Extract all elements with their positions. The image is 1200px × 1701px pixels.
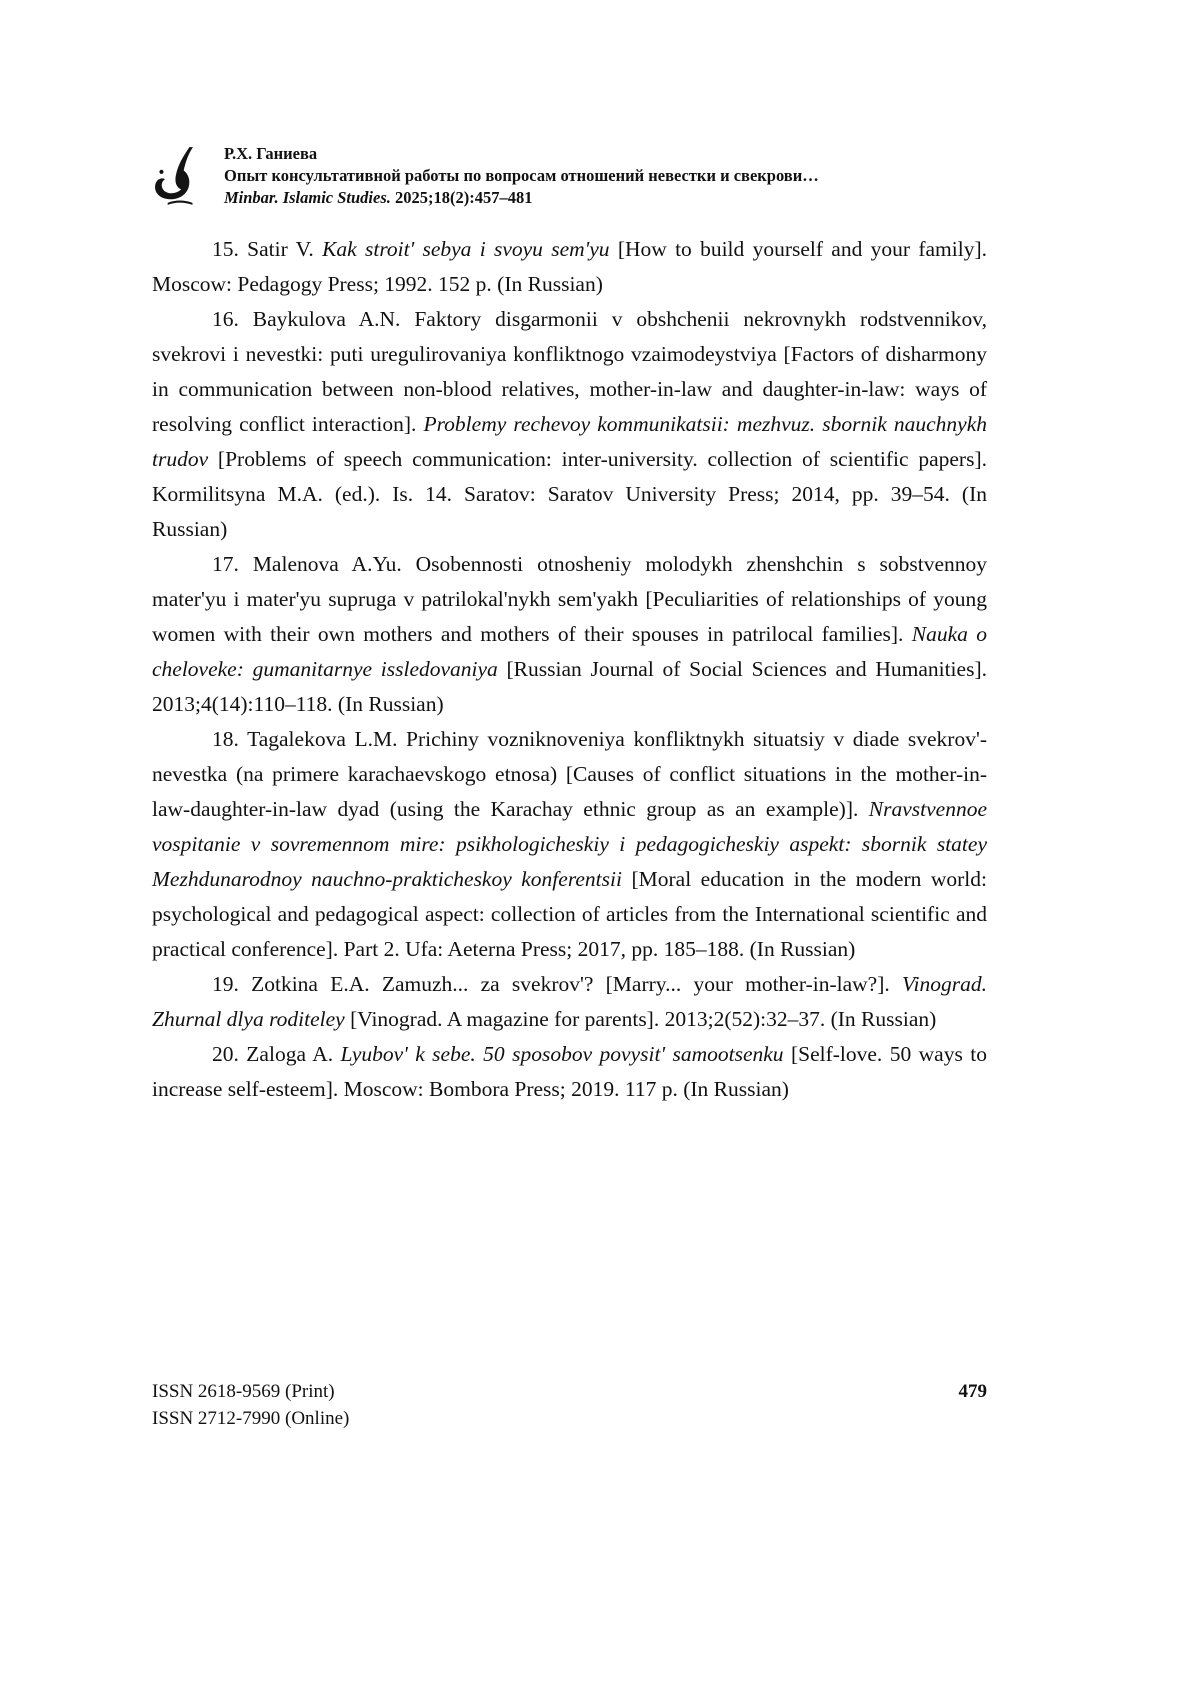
reference-text: [Self-love. 50 ways to increase self-esteem]. Moscow: Bombora Press; 2019. 117 p. (In Russian) <box>152 1042 987 1101</box>
reference-title-italic: Nauka o cheloveke: gumanitarnye issledovaniya <box>152 622 987 681</box>
reference-item <box>152 232 987 302</box>
references-section <box>152 232 987 1107</box>
reference-item <box>152 1037 987 1107</box>
reference-text: 18. Tagalekova L.M. Prichiny vozniknoveniya konfliktnykh situatsiy v diade svekrov'-nevestka (na primere karachaevskogo etnosa) [Causes of conflict situations in the mother-in-law-daughter-in-law dyad (using the Karachay ethnic group as an example)]. <box>152 727 987 821</box>
reference-item <box>152 302 987 547</box>
journal-citation <box>224 187 819 209</box>
journal-name: Minbar. Islamic Studies. <box>224 188 391 207</box>
reference-text: 16. Baykulova A.N. Faktory disgarmonii v obshchenii nekrovnykh rodstvennikov, svekrovi i nevestki: puti uregulirovaniya konfliktnogo vzaimodeystviya [Factors of disharmony in communication between non-blood relatives, mother-in-law and daughter-in-law: ways of resolving conflict interaction]. <box>152 307 987 436</box>
reference-item <box>152 547 987 722</box>
reference-text: 19. Zotkina E.A. Zamuzh... za svekrov'? [Marry... your mother-in-law?]. <box>212 972 902 996</box>
reference-text: 17. Malenova A.Yu. Osobennosti otnosheniy molodykh zhenshchin s sobstvennoy mater'yu i mater'yu supruga v patrilokal'nykh sem'yakh [Peculiarities of relationships of young women with their own mothers and mothers of their spouses in patrilocal families]. <box>152 552 987 646</box>
reference-title-italic: Nravstvennoe vospitanie v sovremennom mire: psikhologicheskiy i pedagogicheskiy aspekt: sbornik statey Mezhdunarodnoy nauchno-prakticheskoy konferentsii <box>152 797 987 891</box>
issn-block <box>152 1378 349 1432</box>
reference-title-italic: Vinograd. Zhurnal dlya roditeley <box>152 972 987 1031</box>
reference-title-italic: Problemy rechevoy kommunikatsii: mezhvuz. sbornik nauchnykh trudov <box>152 412 987 471</box>
reference-item <box>152 722 987 967</box>
reference-text: [Problems of speech communication: inter-university. collection of scientific papers]. Kormilitsyna M.A. (ed.). Is. 14. Saratov: Saratov University Press; 2014, pp. 39–54. (In Russian) <box>152 447 987 541</box>
reference-item <box>152 967 987 1037</box>
journal-issue: 2025;18(2):457–481 <box>390 188 533 207</box>
issn-print: ISSN 2618-9569 (Print) <box>152 1381 335 1402</box>
reference-text: 20. Zaloga A. <box>212 1042 341 1066</box>
author-line: Р.Х. Ганиева <box>224 144 318 163</box>
issn-online: ISSN 2712-7990 (Online) <box>152 1408 350 1429</box>
reference-text: [How to build yourself and your family]. Moscow: Pedagogy Press; 1992. 152 p. (In Russian) <box>152 237 987 296</box>
reference-title-italic: Lyubov' k sebe. 50 sposobov povysit' samootsenku <box>340 1042 784 1066</box>
page-number: 479 <box>958 1381 987 1402</box>
reference-text: [Russian Journal of Social Sciences and Humanities]. 2013;4(14):110–118. (In Russian) <box>152 657 987 716</box>
journal-logo-icon <box>152 145 204 207</box>
running-title: Опыт консультативной работы по вопросам отношений невестки и свекрови… <box>224 166 819 185</box>
reference-title-italic: Kak stroit' sebya i svoyu sem'yu <box>322 237 610 261</box>
reference-text: [Vinograd. A magazine for parents]. 2013;2(52):32–37. (In Russian) <box>344 1007 937 1031</box>
reference-text: [Moral education in the modern world: psychological and pedagogical aspect: collection of articles from the International scientific and practical conference]. Part 2. Ufa: Aeterna Press; 2017, pp. 185–188. (In Russian) <box>152 867 987 961</box>
page-footer <box>152 1378 987 1432</box>
header-text-block <box>224 143 819 209</box>
reference-text: 15. Satir V. <box>212 237 323 261</box>
page-header <box>152 143 987 209</box>
